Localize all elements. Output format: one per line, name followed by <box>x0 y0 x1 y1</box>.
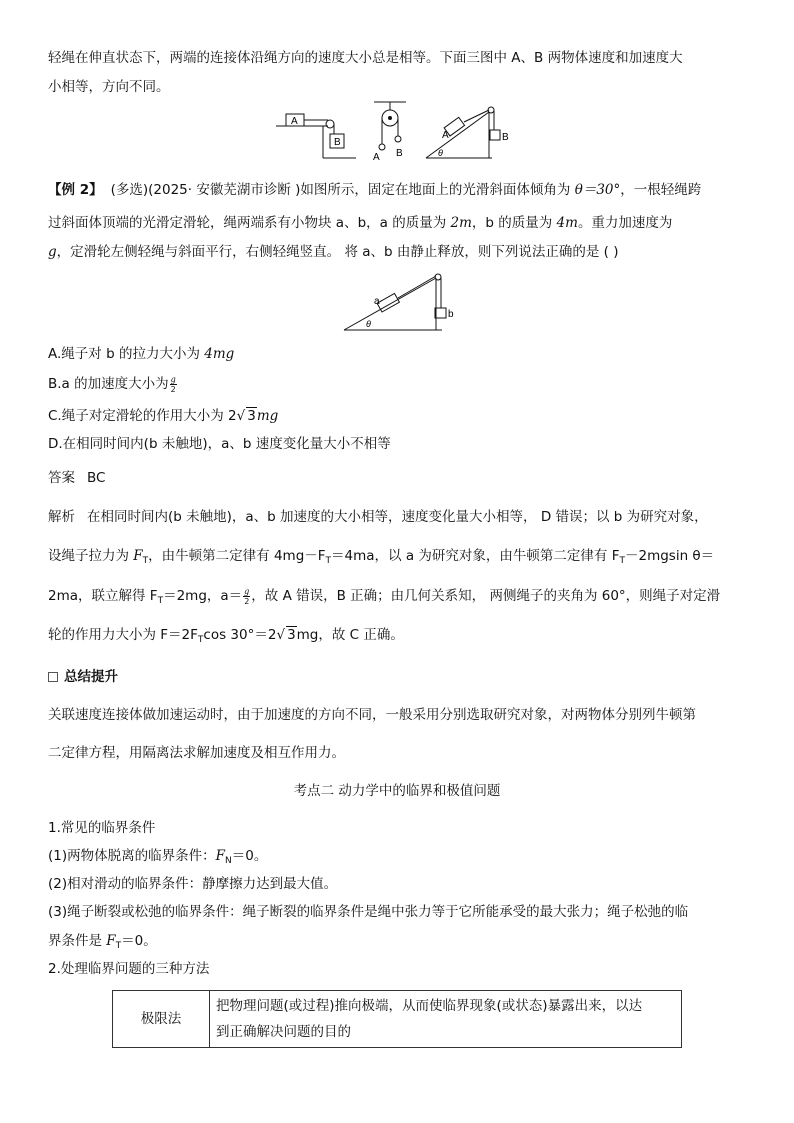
fig3-label-theta: θ <box>438 148 443 158</box>
pulley-1 <box>326 120 334 128</box>
critical-condition-1: (1)两物体脱离的临界条件：$F_N=0$。 <box>48 848 268 866</box>
example-line3-text: ，定滑轮左侧轻绳与斜面平行，右侧轻绳竖直。 将 a、b 由静止释放，则下列说法正确的是 ( ) <box>56 244 619 260</box>
pulley <box>435 274 441 280</box>
table-row <box>113 991 682 1048</box>
figure-incline <box>426 107 509 158</box>
example-theta: θ＝30° <box>574 182 621 198</box>
analysis-line-4: 轮的作用力大小为 $F=2F_T\cos$ 30°＝2√ 3mg，故 C 正确。 <box>48 627 404 645</box>
option-c: C.绳子对定滑轮的作用大小为 2√ 3mg <box>48 408 279 424</box>
example-line2-c: 。重力加速度为 <box>577 215 673 231</box>
gravity-symbol: g <box>48 244 57 260</box>
intro-line-1: 轻绳在伸直状态下，两端的连接体沿绳方向的速度大小总是相等。下面三图中 A、B 两物体速度和加速度大 <box>48 50 683 66</box>
critical-condition-3: (3)绳子断裂或松弛的临界条件：绳子断裂的临界条件是绳中张力等于它所能承受的最大张力；绳子松弛的临 <box>48 904 689 920</box>
answer-label: 答案 <box>48 470 75 486</box>
fig3-label-a: A <box>442 130 449 141</box>
critical-condition-2: (2)相对滑动的临界条件：静摩擦力达到最大值。 <box>48 876 338 892</box>
analysis-line-2: 设绳子拉力为 $F_T$，由牛顿第二定律有 $4mg-F_T=4ma$，以 a 为研究对象，由牛顿第二定律有 $F_T-2mgsin$ θ＝ <box>48 548 715 566</box>
option-a <box>48 344 234 364</box>
critical-heading-2: 2.处理临界问题的三种方法 <box>48 961 210 977</box>
critical-condition-3b: 界条件是 $F_T=0$。 <box>48 933 157 951</box>
figure-table-pulley <box>276 114 356 158</box>
example-line1-tail: ，一根轻绳跨 <box>620 182 702 198</box>
summary-line-2: 二定律方程，用隔离法求解加速度及相互作用力。 <box>48 745 345 761</box>
incline-pulley-figure <box>342 270 458 334</box>
critical-heading-1: 1.常见的临界条件 <box>48 820 156 836</box>
fig-label-theta: θ <box>366 319 371 329</box>
example-line2-a: 过斜面体顶端的光滑定滑轮，绳两端系有小物块 a、b，a 的质量为 <box>48 215 451 231</box>
example-source: (多选)(2025· 安徽芜湖市诊断 )如图所示，固定在地面上的光滑斜面体倾角为 <box>110 182 575 198</box>
example-line-2 <box>48 213 672 233</box>
option-b-fraction: $\frac{g}{2}$ <box>170 374 176 394</box>
option-c-tail: mg <box>256 408 279 424</box>
connected-bodies-figures <box>276 100 516 162</box>
mass-a: 2m <box>450 215 472 231</box>
option-d: D.在相同时间内(b 未触地)，a、b 速度变化量大小不相等 <box>48 436 391 452</box>
option-b-text: B.a 的加速度大小为 <box>48 376 169 392</box>
mass-b: 4m <box>556 215 578 231</box>
example-line-3 <box>48 242 619 262</box>
fig3-label-b: B <box>502 132 509 143</box>
summary-heading: 总结提升 <box>48 667 118 687</box>
block-a <box>377 293 399 312</box>
methods-table <box>112 990 682 1048</box>
fig-label-b: b <box>448 309 454 320</box>
analysis-line-1 <box>48 507 708 527</box>
block-b <box>435 308 446 318</box>
fig1-label-b: B <box>334 137 341 148</box>
answer-line <box>48 468 105 488</box>
method-description: 把物理问题(或过程)推向极端，从而使临界现象(或状态)暴露出来，以达 到正确解决问题的目的 <box>210 991 682 1048</box>
figure-hanging-pulley <box>373 102 406 162</box>
option-c-root: 3 <box>247 408 256 424</box>
example-line2-b: ，b 的质量为 <box>471 215 557 231</box>
fig-label-a: a <box>374 296 380 307</box>
fig1-label-a: A <box>291 116 298 127</box>
analysis-line-3: 2ma，联立解得 $F_T=2mg$，a＝ $\frac{g}{2}$ ，故 A 错误，B 正确；由几何关系知， 两侧绳子的夹角为 60°，则绳子对定滑 <box>48 586 721 606</box>
intro-line-2: 小相等，方向不同。 <box>48 79 170 95</box>
answer-value: BC <box>87 470 106 486</box>
analysis-l1: 在相同时间内(b 未触地)，a、b 加速度的大小相等，速度变化量大小相等， D 错误；以 b 为研究对象， <box>87 509 708 525</box>
section-title: 考点二 动力学中的临界和极值问题 <box>293 783 501 799</box>
option-b <box>48 374 178 394</box>
fig2-label-a: A <box>373 152 380 162</box>
summary-line-1: 关联速度连接体做加速运动时，由于加速度的方向不同，一般采用分别选取研究对象，对两物体分别列牛顿第 <box>48 707 696 723</box>
example-tag: 【例 2】 <box>48 182 103 198</box>
option-a-value: 4mg <box>204 346 235 362</box>
method-name: 极限法 <box>113 991 210 1048</box>
analysis-label: 解析 <box>48 509 75 525</box>
option-a-text: A.绳子对 b 的拉力大小为 <box>48 346 205 362</box>
option-c-text: C.绳子对定滑轮的作用大小为 2 <box>48 408 237 424</box>
example-line-1 <box>48 180 701 200</box>
summary-square-icon <box>48 672 58 682</box>
fig2-label-b: B <box>396 148 403 159</box>
